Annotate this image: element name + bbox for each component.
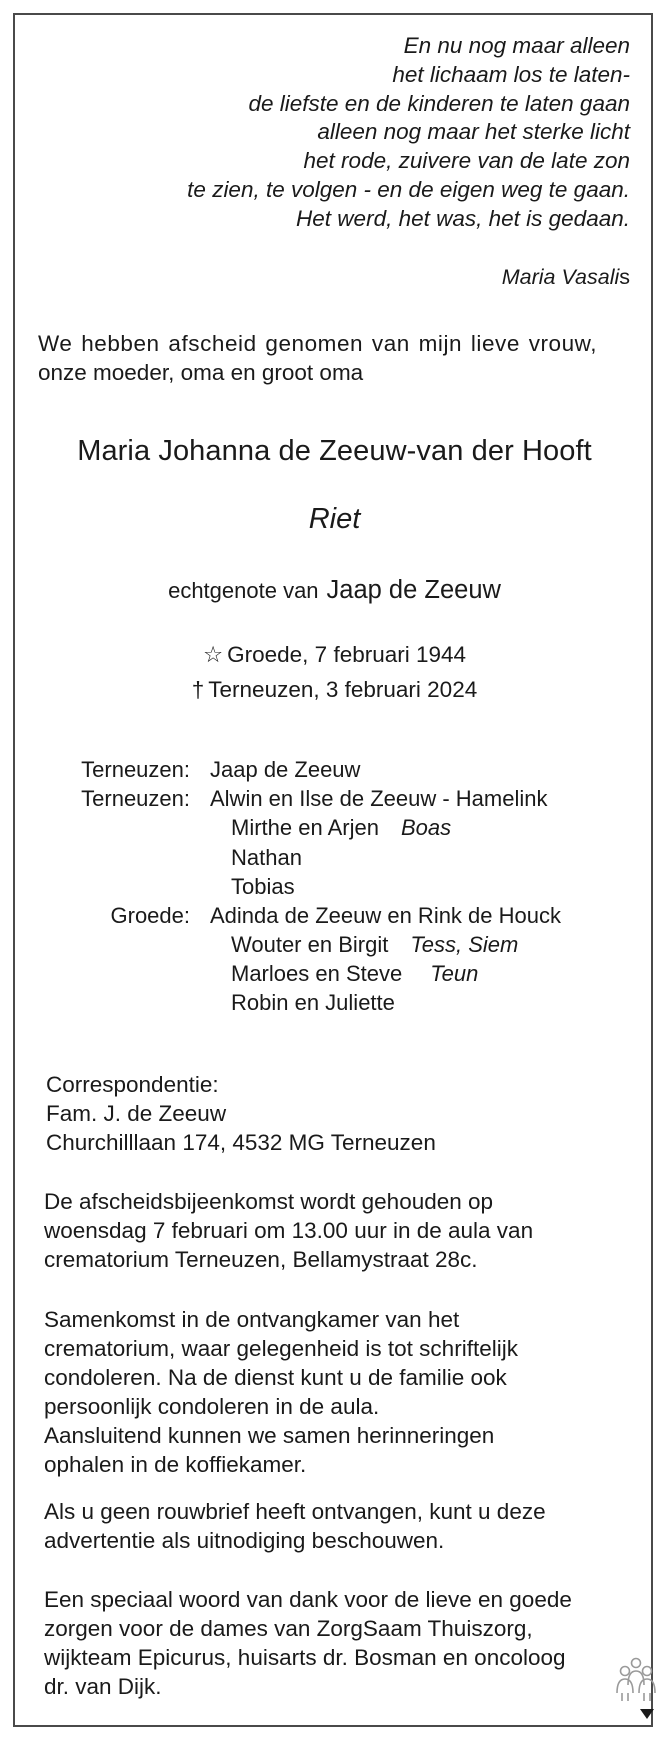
gathering-line: condoleren. Na de dienst kunt u de familie ook	[44, 1365, 507, 1390]
correspondence-block	[46, 1070, 436, 1157]
grandchild-line	[231, 961, 478, 987]
poem-line: Het werd, het was, het is gedaan.	[296, 205, 630, 231]
correspondence-name: Fam. J. de Zeeuw	[46, 1101, 227, 1126]
thanks-block	[44, 1585, 572, 1701]
ceremony-block	[44, 1187, 533, 1274]
grandchild-names: Marloes en Steve	[231, 961, 403, 986]
birth-place-date: Groede, 7 februari 1944	[227, 642, 467, 667]
invitation-line: Als u geen rouwbrief heeft ontvangen, kunt u deze	[44, 1499, 546, 1524]
grandchild-names: Robin en Juliette	[231, 990, 395, 1015]
great-grandchild-names: Boas	[400, 815, 452, 840]
ceremony-line: crematorium Terneuzen, Bellamystraat 28c.	[44, 1247, 478, 1272]
gathering-line: persoonlijk condoleren in de aula.	[44, 1394, 380, 1419]
grandchild-names: Wouter en Birgit	[231, 932, 389, 957]
poem-author-name: Maria Vasali	[501, 265, 620, 289]
birth-line	[0, 642, 669, 668]
invitation-block	[44, 1497, 546, 1555]
ceremony-line: woensdag 7 februari om 13.00 uur in de aula van	[44, 1218, 534, 1243]
death-place-date: Terneuzen, 3 februari 2024	[208, 677, 478, 702]
intro-text	[38, 330, 597, 387]
invitation-line: advertentie als uitnodiging beschouwen.	[44, 1528, 445, 1553]
family-location: Groede:	[110, 903, 190, 928]
death-line	[0, 677, 669, 703]
poem-line: het rode, zuivere van de late zon	[303, 148, 630, 174]
great-grandchild-names: Teun	[430, 961, 479, 986]
poem-line: de liefste en de kinderen te laten gaan	[248, 90, 630, 116]
deceased-nickname: Riet	[308, 503, 361, 535]
grandchild-line	[231, 874, 295, 900]
thanks-line: Een speciaal woord van dank voor de lieve en goede	[44, 1587, 572, 1612]
poem-line: te zien, te volgen - en de eigen weg te gaan.	[187, 176, 630, 202]
poem-author	[502, 265, 630, 290]
gathering-line: Samenkomst in de ontvangkamer van het	[44, 1307, 460, 1332]
great-grandchild-names: Tess, Siem	[410, 932, 519, 957]
grandchild-line	[231, 815, 451, 841]
poem-author-tail: s	[619, 265, 630, 289]
people-group-icon	[612, 1655, 660, 1721]
grandchild-line	[231, 932, 518, 958]
cross-icon: †	[191, 677, 205, 702]
family-members: Jaap de Zeeuw	[210, 757, 361, 782]
gathering-line: crematorium, waar gelegenheid is tot schriftelijk	[44, 1336, 518, 1361]
poem-line: En nu nog maar alleen	[403, 33, 630, 58]
poem-line: alleen nog maar het sterke licht	[317, 119, 630, 145]
grandchild-names: Mirthe en Arjen	[231, 815, 379, 840]
thanks-line: zorgen voor de dames van ZorgSaam Thuiszorg,	[44, 1616, 533, 1641]
intro-line: onze moeder, oma en groot oma	[38, 359, 364, 385]
family-members: Adinda de Zeeuw en Rink de Houck	[210, 903, 561, 928]
gathering-line: ophalen in de koffiekamer.	[44, 1452, 307, 1477]
deceased-full-name: Maria Johanna de Zeeuw-van der Hooft	[77, 435, 592, 467]
family-members: Alwin en Ilse de Zeeuw - Hamelink	[210, 786, 548, 811]
poem	[187, 32, 630, 234]
grandchild-names: Tobias	[231, 874, 295, 899]
gathering-line: Aansluitend kunnen we samen herinneringen	[44, 1423, 495, 1448]
spouse-prefix: echtgenote van	[168, 578, 319, 603]
family-location: Terneuzen:	[81, 786, 190, 811]
grandchild-line	[231, 845, 302, 871]
star-icon: ☆	[202, 642, 224, 667]
thanks-line: wijkteam Epicurus, huisarts dr. Bosman en oncoloog	[44, 1645, 566, 1670]
thanks-line: dr. van Dijk.	[44, 1674, 162, 1699]
grandchild-line	[231, 990, 395, 1016]
correspondence-label: Correspondentie:	[46, 1072, 219, 1097]
correspondence-address: Churchilllaan 174, 4532 MG Terneuzen	[46, 1130, 436, 1155]
spouse-name: Jaap de Zeeuw	[326, 576, 501, 604]
ceremony-line: De afscheidsbijeenkomst wordt gehouden op	[44, 1189, 494, 1214]
poem-line: het lichaam los te laten-	[392, 61, 630, 87]
family-location: Terneuzen:	[81, 757, 190, 782]
grandchild-names: Nathan	[231, 845, 302, 870]
intro-line: We hebben afscheid genomen van mijn lieve vrouw,	[38, 331, 598, 356]
spouse-line	[0, 576, 669, 605]
gathering-block	[44, 1305, 518, 1479]
